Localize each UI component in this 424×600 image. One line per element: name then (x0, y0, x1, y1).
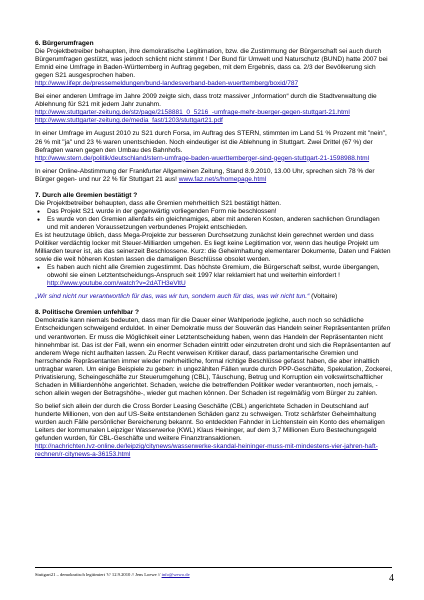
quote-author: (Voltaire) (311, 293, 338, 301)
section-heading: 7. Durch alle Gremien bestätigt ? (35, 191, 138, 199)
list-item: ● Das Projekt S21 wurde in der gegenwärtig vorliegenden Form nie beschlossen! (35, 208, 392, 216)
footer-email-link[interactable]: info@wewo.de (161, 572, 190, 577)
page-content (35, 40, 392, 459)
page-number: 4 (389, 573, 394, 584)
source-link[interactable]: http://www.lifepr.de/pressemeldungen/bund-landesverband-baden-wuerttemberg/boxid/787 (35, 80, 299, 88)
source-link[interactable]: www.faz.net/s/homepage.html (178, 175, 267, 183)
paragraph: Die Projektbetreiber behaupten, dass alle Gremien mehrheitlich S21 bestätigt hätten. (35, 199, 282, 207)
section-heading: 6. Bürgerumfragen (35, 40, 94, 47)
paragraph: Bei einer anderen Umfrage im Jahre 2009 zeigte sich, dass trotz massiver „Information“ durch die Stadtverwaltung die Ablehnung für S21 mit jedem Jahr zunahm. (35, 93, 377, 109)
bullet-list (35, 208, 392, 232)
section-heading: 8. Politische Gremien unfehlbar ? (35, 309, 140, 317)
source-link[interactable]: http://www.stuttgarter-zeitung.de/media_fast/1203/stuttgart21.pdf (35, 117, 223, 125)
source-link[interactable]: http://www.stuttgarter-zeitung.de/stz/page/2158881_0_5216_-umfrage-mehr-buerger-gegen-stuttgart-21.html (35, 109, 350, 117)
paragraph: Es ist heutzutage üblich, dass Mega-Projekte zur besseren Durchsetzung zunächst klein gerechnet werden und dass Politiker verdächtig locker mit Steuer-Milliarden umgehen. Es liegt keine Legitimation vor, wenn das heutige Projekt um Milliarden teurer ist, als das seinerzeit Beschlossene. Kurz: die Geheimhaltung elementarer Dokumente, Daten und Fakten sowie die weit höheren Kosten lassen die damaligen Beschlüsse obsolet werden. (35, 231, 391, 264)
paragraph: Demokratie kann niemals bedeuten, dass man für die Dauer einer Wahlperiode jegliche, auch noch so schädliche Entscheidungen schweigend erduldet. In einer Demokratie muss der Souverän das Handeln seiner Repräsentanten prüfen und verantworten. Er muss die Möglichkeit einer Letztentscheidung haben, wenn das Handeln der Repräsentanten nicht hinnehmbar ist. Das ist der Fall, wenn ein enormer Schaden eintritt oder einzutreten droht und sich die Repräsentanten auf anderem Wege nicht aufhalten lassen. Zu Recht verweisen Kritiker darauf, dass parlamentarische Gremien und herrschende Repräsentanten immer wieder mehrheitliche, formal richtige Beschlüsse gefasst haben, die aber inhaltlich untragbar waren. Um einige Beispiele zu geben: in ungezählten Fällen wurde durch PPP-Geschäfte, Spekulation, Zockerei, Privatisierung, Scheingeschäfte zur Steuerumgehung (CBL), Täuschung, Betrug und Korruption ein volkswirtschaftlicher Schaden in Milliardenhöhe angerichtet. Schaden, welche die betreffenden Politiker weder verantworten, noch jemals, -schon allein wegen der Betragshöhe-, wieder gut machen können. Der Schaden ist regelmäßig vom Bürger zu zahlen. (35, 317, 393, 397)
video-link[interactable]: http://www.youtube.com/watch?v=2dATH3eVltU (47, 280, 186, 288)
paragraph: So belief sich allein der durch die Cross Border Leasing Geschäfte (CBL) angerichtete Schaden in Deutschland auf hunderte Millionen, von den auf US-Seite entstandenen Schäden ganz zu schweigen. Trotz schärfster Geheimhaltung wurden auch Fälle persönlicher Bereicherung bekannt. So entdeckten Fahnder in Lichtenstein ein Konto des ehemaligen Leiters der kommunalen Leipziger Wasserwerke (KWL) Klaus Heininger, auf dem 3,7 Millionen Euro Bestechungsgeld gefunden wurden, für CBL-Geschäfte und weitere Finanztransaktionen. (35, 402, 385, 443)
list-item: ● Es haben auch nicht alle Gremien zugestimmt. Das höchste Gremium, die Bürgerschaft selbst, wurde übergangen, obwohl sie einen Letztentscheidungs-Anspruch seit 1997 klar reklamiert hat und weiterhin einfordert ! http://www.youtube.com/watch?v=2dATH3eVltU (35, 264, 392, 288)
source-link[interactable]: http://nachrichten.lvz-online.de/leipzig/citynews/wasserwerke-skandal-heininger-muss-mit-mindestens-vier-jahren-haft-rechnen/r-citynews-a-36153.html (35, 443, 378, 459)
footer-text: Stuttgart21 – demokratisch legitimiert ?// 12.9.2010 // Jens Loewe // (35, 572, 162, 577)
bullet-list (35, 264, 392, 288)
paragraph: Die Projektbetreiber behaupten, ihre demokratische Legitimation, bzw. die Zustimmung der Bürgerschaft sei auch durch Bürgerumfragen gestützt, was jedoch schlicht nicht stimmt ! Der Bund für Umwelt und Naturschutz (BUND) hatte 2007 bei Emnid eine Umfrage in Baden-Württemberg in Auftrag gegeben, mit dem Ergebnis, dass ca. 2/3 der Bevölkerung sich gegen S21 ausgesprochen haben. (35, 48, 388, 80)
source-link[interactable]: http://www.stern.de/politik/deutschland/stern-umfrage-baden-wuerttemberger-sind-gegen-stuttgart-21-1598988.html (35, 154, 370, 162)
paragraph: In einer Online-Abstimmung der Frankfurter Allgemeinen Zeitung, Stand 8.9.2010, 13.00 Uhr, sprechen sich 78 % der Bürger gegen- und nur 22 % für Stuttgart 21 aus! (35, 167, 375, 183)
page-footer (35, 567, 392, 578)
quote: „Wir sind nicht nur verantwortlich für das, was wir tun, sondern auch für das, was wir nicht tun.“ (35, 293, 310, 301)
paragraph: In einer Umfrage im August 2010 zu S21 durch Forsa, im Auftrag des STERN, stimmten im Land 51 % Prozent mit "nein", 26 % mit "ja" und 23 % waren unentschieden. Noch eindeutiger ist die Ablehnung in Stuttgart. Zwei Drittel (67 %) der Befragten waren gegen den Umbau des Bahnhofs. (35, 130, 387, 154)
list-item: ● Es wurde von den Gremien allenfalls ein gleichnamiges, aber mit anderen Kosten, anderen sachlichen Grundlagen und mit anderen Voraussetzungen verbundenes Projekt entschieden. (35, 216, 392, 232)
